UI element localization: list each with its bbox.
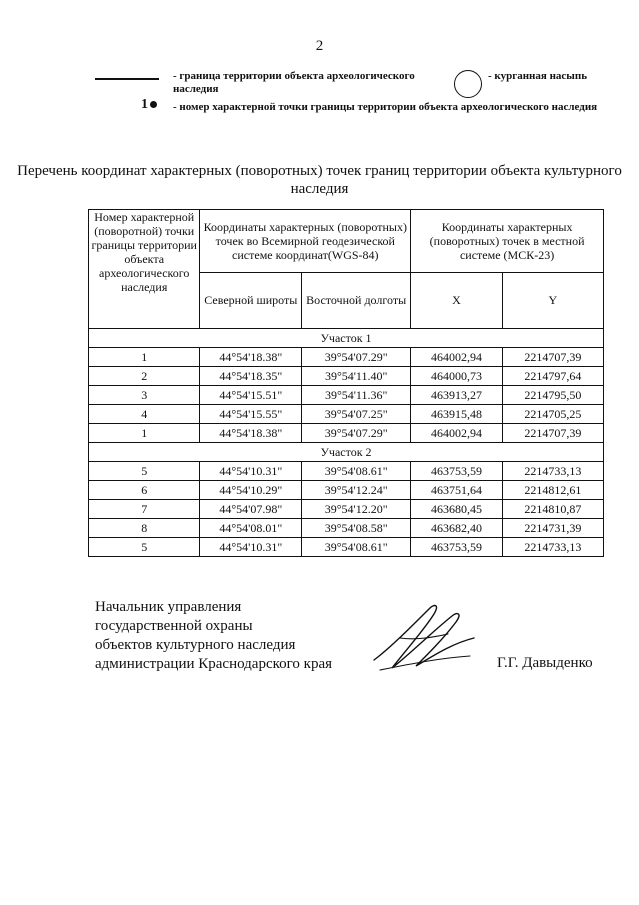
- cell-point-number: 5: [89, 538, 200, 557]
- header-north-latitude: Северной широты: [200, 273, 302, 329]
- boundary-line-symbol: [95, 78, 159, 80]
- table-row: [89, 481, 604, 500]
- cell-x: 463682,40: [411, 519, 503, 538]
- document-title: Перечень координат характерных (поворотных) точек границ территории объекта культурного наследия: [17, 163, 622, 197]
- position-line: объектов культурного наследия: [95, 637, 296, 653]
- cell-y: 2214810,87: [502, 500, 603, 519]
- section-row: [89, 329, 604, 348]
- point-marker-label: 1: [141, 97, 148, 112]
- cell-y: 2214795,50: [502, 386, 603, 405]
- table-row: [89, 462, 604, 481]
- cell-y: 2214812,61: [502, 481, 603, 500]
- handwritten-signature: [370, 598, 480, 678]
- cell-y: 2214733,13: [502, 462, 603, 481]
- section-title: Участок 1: [89, 329, 604, 348]
- cell-y: 2214731,39: [502, 519, 603, 538]
- cell-y: 2214733,13: [502, 538, 603, 557]
- header-east-longitude: Восточной долготы: [302, 273, 411, 329]
- cell-longitude: 39°54'12.20": [302, 500, 411, 519]
- table-row: [89, 405, 604, 424]
- cell-point-number: 4: [89, 405, 200, 424]
- cell-x: 463753,59: [411, 462, 503, 481]
- table-row: [89, 348, 604, 367]
- cell-x: 463915,48: [411, 405, 503, 424]
- cell-y: 2214707,39: [502, 424, 603, 443]
- cell-x: 463913,27: [411, 386, 503, 405]
- cell-latitude: 44°54'07.98": [200, 500, 302, 519]
- cell-point-number: 7: [89, 500, 200, 519]
- point-dot-icon: [150, 101, 157, 108]
- cell-x: 464000,73: [411, 367, 503, 386]
- cell-x: 463751,64: [411, 481, 503, 500]
- legend-boundary-text: - граница территории объекта археологического наследия: [173, 70, 415, 95]
- table-row: [89, 386, 604, 405]
- cell-longitude: 39°54'11.36": [302, 386, 411, 405]
- point-marker-symbol: [141, 98, 157, 111]
- header-wgs-coordinates: Координаты характерных (поворотных) точек во Всемирной геодезической системе координат(WGS-84): [200, 210, 411, 273]
- cell-point-number: 5: [89, 462, 200, 481]
- cell-y: 2214707,39: [502, 348, 603, 367]
- cell-longitude: 39°54'07.29": [302, 348, 411, 367]
- cell-latitude: 44°54'10.31": [200, 462, 302, 481]
- cell-latitude: 44°54'15.55": [200, 405, 302, 424]
- legend-mound-text: - курганная насыпь: [488, 70, 588, 82]
- cell-longitude: 39°54'07.29": [302, 424, 411, 443]
- position-line: государственной охраны: [95, 618, 253, 634]
- table-row: [89, 538, 604, 557]
- cell-latitude: 44°54'10.31": [200, 538, 302, 557]
- cell-point-number: 6: [89, 481, 200, 500]
- header-y: Y: [502, 273, 603, 329]
- cell-x: 463753,59: [411, 538, 503, 557]
- cell-point-number: 1: [89, 348, 200, 367]
- cell-longitude: 39°54'07.25": [302, 405, 411, 424]
- cell-x: 464002,94: [411, 348, 503, 367]
- cell-latitude: 44°54'15.51": [200, 386, 302, 405]
- cell-longitude: 39°54'12.24": [302, 481, 411, 500]
- cell-latitude: 44°54'18.38": [200, 424, 302, 443]
- section-row: [89, 443, 604, 462]
- cell-point-number: 2: [89, 367, 200, 386]
- cell-longitude: 39°54'08.61": [302, 538, 411, 557]
- cell-latitude: 44°54'18.35": [200, 367, 302, 386]
- cell-y: 2214797,64: [502, 367, 603, 386]
- header-point-number: Номер характерной (поворотной) точки границы территории объекта археологического наследия: [89, 210, 200, 329]
- table-row: [89, 424, 604, 443]
- cell-latitude: 44°54'10.29": [200, 481, 302, 500]
- table-row: [89, 519, 604, 538]
- section-title: Участок 2: [89, 443, 604, 462]
- cell-x: 464002,94: [411, 424, 503, 443]
- mound-circle-symbol: [454, 70, 482, 98]
- signatory-position: [95, 598, 332, 674]
- position-line: Начальник управления: [95, 599, 242, 615]
- signer-name: Г.Г. Давыденко: [497, 655, 593, 671]
- cell-latitude: 44°54'08.01": [200, 519, 302, 538]
- cell-point-number: 3: [89, 386, 200, 405]
- cell-point-number: 8: [89, 519, 200, 538]
- header-x: X: [411, 273, 503, 329]
- cell-x: 463680,45: [411, 500, 503, 519]
- coordinates-table-body: [89, 329, 604, 557]
- table-row: [89, 367, 604, 386]
- position-line: администрации Краснодарского края: [95, 656, 333, 672]
- cell-longitude: 39°54'11.40": [302, 367, 411, 386]
- legend-point-text: - номер характерной точки границы территории объекта археологического наследия: [173, 101, 598, 113]
- cell-latitude: 44°54'18.38": [200, 348, 302, 367]
- cell-point-number: 1: [89, 424, 200, 443]
- cell-y: 2214705,25: [502, 405, 603, 424]
- table-row: [89, 500, 604, 519]
- header-msk-coordinates: Координаты характерных (поворотных) точек в местной системе (МСК-23): [411, 210, 604, 273]
- cell-longitude: 39°54'08.61": [302, 462, 411, 481]
- coordinates-table: [88, 209, 604, 557]
- page-number: 2: [315, 38, 324, 54]
- cell-longitude: 39°54'08.58": [302, 519, 411, 538]
